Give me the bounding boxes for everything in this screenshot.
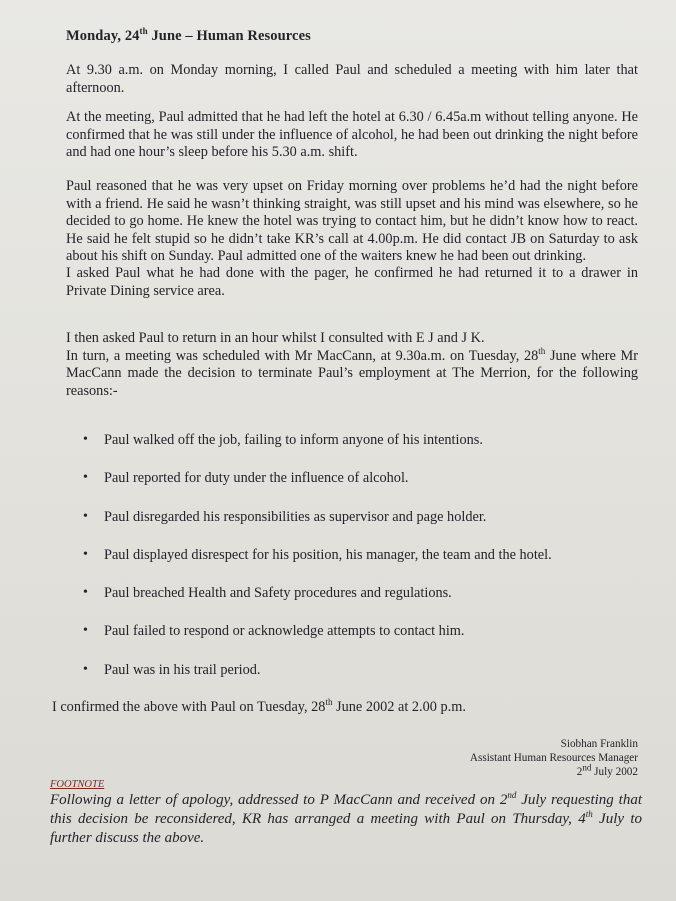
list-item bbox=[80, 507, 640, 545]
list-item bbox=[80, 660, 640, 698]
confirmation-ordinal: th bbox=[325, 697, 333, 708]
heading-ordinal: th bbox=[139, 26, 148, 37]
signature-date-ordinal: nd bbox=[582, 762, 592, 773]
list-item bbox=[80, 621, 640, 659]
footnote-label: FOOTNOTE bbox=[50, 779, 105, 790]
bullet-icon: • bbox=[83, 508, 88, 524]
footnote-ordinal-2: th bbox=[585, 809, 593, 819]
list-item-text: Paul breached Health and Safety procedures and regulations. bbox=[104, 585, 452, 602]
reasons-list bbox=[80, 430, 640, 698]
list-item-text: Paul failed to respond or acknowledge attempts to contact him. bbox=[104, 623, 465, 640]
signature-date-day: 2 bbox=[576, 766, 583, 778]
list-item bbox=[80, 545, 640, 583]
signature-date bbox=[470, 762, 638, 779]
list-item-text: Paul disregarded his responsibilities as supervisor and page holder. bbox=[104, 508, 487, 525]
bullet-icon: • bbox=[83, 585, 88, 601]
footnote-ordinal-1: nd bbox=[507, 790, 517, 800]
bullet-icon: • bbox=[83, 623, 88, 639]
signature-block bbox=[470, 737, 638, 779]
list-item-text: Paul reported for duty under the influence of alcohol. bbox=[104, 470, 409, 487]
confirmation-text-end: June 2002 at 2.00 p.m. bbox=[332, 699, 466, 715]
heading-text-end: June – Human Resources bbox=[147, 28, 311, 44]
footnote-text-middle: July requesting that this decision be reconsidered, KR has arranged a meeting with Paul on Thursday, 4 bbox=[50, 792, 643, 827]
footnote-text-end: July to further discuss the above. bbox=[50, 811, 642, 846]
list-item-text: Paul walked off the job, failing to inform anyone of his intentions. bbox=[104, 432, 483, 448]
confirmation-statement bbox=[52, 698, 652, 716]
list-item bbox=[80, 430, 640, 468]
bullet-icon: • bbox=[83, 470, 88, 486]
list-item-text: Paul displayed disrespect for his position, his manager, the team and the hotel. bbox=[104, 546, 552, 563]
list-item bbox=[80, 583, 640, 621]
document-heading bbox=[66, 28, 311, 45]
bullet-icon: • bbox=[83, 661, 88, 677]
footnote-text bbox=[50, 791, 642, 848]
paragraph-decision bbox=[66, 330, 638, 400]
paragraph-phone-call: At 9.30 a.m. on Monday morning, I called Paul and scheduled a meeting with him later that afternoon. bbox=[66, 62, 638, 96]
decision-line-1: I then asked Paul to return in an hour whilst I consulted with E J and J K. bbox=[66, 330, 485, 346]
footnote-text-start: Following a letter of apology, addressed to P MacCann and received on 2 bbox=[50, 792, 508, 808]
signature-date-rest: July 2002 bbox=[591, 766, 638, 778]
decision-ordinal: th bbox=[538, 345, 546, 356]
paragraph-meeting: At the meeting, Paul admitted that he had left the hotel at 6.30 / 6.45a.m without telling anyone. He confirmed that he was still under the influence of alcohol, he had been out drinking the night before and had one hour’s sleep before his 5.30 a.m. shift. bbox=[66, 109, 638, 160]
bullet-icon: • bbox=[83, 432, 88, 447]
decision-line-2-end: June where Mr MacCann made the decision to terminate Paul’s employment at The Merrion, for the following reasons:- bbox=[66, 347, 638, 399]
heading-text-start: Monday, 24 bbox=[66, 28, 140, 44]
confirmation-text-start: I confirmed the above with Paul on Tuesday, 28 bbox=[52, 699, 326, 715]
bullet-icon: • bbox=[83, 546, 88, 562]
list-item-text: Paul was in his trail period. bbox=[104, 661, 261, 678]
decision-line-2-start: In turn, a meeting was scheduled with Mr MacCann, at 9.30a.m. on Tuesday, 28 bbox=[66, 347, 539, 364]
signatory-title: Assistant Human Resources Manager bbox=[469, 752, 638, 764]
paragraph-reasoning: Paul reasoned that he was very upset on Friday morning over problems he’d had the night before with a friend. He said he wasn’t thinking straight, was still upset and his mind was elsewhere, so he decided to go home. He knew the hotel was trying to contact him, but he didn’t know how to react. He said he felt stupid so he didn’t take KR’s call at 4.00p.m. He did contact JB on Saturday to ask about his shift on Sunday. Paul admitted one of the waiters knew he had been out drinking. bbox=[66, 178, 638, 264]
list-item bbox=[80, 468, 640, 506]
paragraph-pager: I asked Paul what he had done with the pager, he confirmed he had returned it to a drawer in Private Dining service area. bbox=[66, 265, 638, 299]
signatory-name: Siobhan Franklin bbox=[560, 738, 638, 750]
